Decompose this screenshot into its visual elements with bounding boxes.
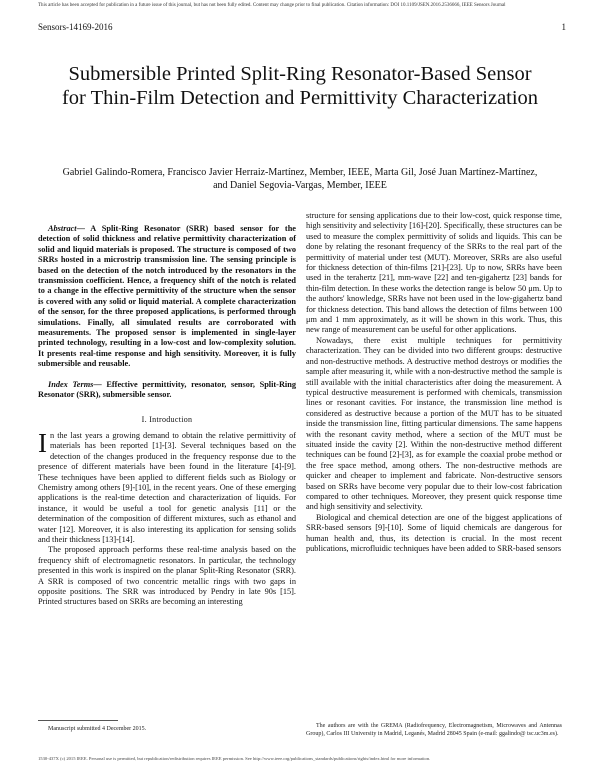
intro-paragraph-4: Nowadays, there exist multiple techniques for permittivity characterization. They can be divided into two different groups: destructive and non-destructive methods. A destructive method destroys or modifies the sample after measuring it, while with a non-destructive method the sample is still available with the initial characteristics after doing the measurement. A typical destructive measurement is performed with chemicals, transmission lines or resonant cavities. For instance, the transmission line method is considered as destructive because a portion of the MUT has to be situated inside the transmission line, fitting particular dimensions. The same happens with the resonant cavity method, where a section of the MUT must be situated inside the cavity [2]. Within the non-destructive method different techniques can be found [2]-[3], as for example the coaxial probe method or the free space method, among others. The non-destructive methods are quicker and cheaper to implement and fabricate. Non-destructive sensors based on SRRs have become very popular due to their low-cost fabrication compared to other techniques. Moreover, they present quick response time and high sensitivity and selectivity.: [306, 335, 562, 512]
intro-paragraph-3: structure for sensing applications due to their low-cost, quick response time, high sensitivity and selectivity [16]-[20]. Specifically, these structures can be used to measure the complex permittivity of solids and liquids. This can be done by relating the resonant frequency of the SRRs to the real part of the permittivity of material under test (MUT). Moreover, SRRs are also useful for thickness detection of thin-films [21]-[23]. Up to now, SRRs have been used in the terahertz [21], mm-wave [22] and ten-gigahertz [23] bands for thin-film detection. In these works the detection range is below 50 μm. Up to the authors' knowledge, SRRs have not been used in the low-gigahertz band for thickness detection. This band allows the detection of films between 100 μm and 1 mm approximately, as it will be shown in this work. Thus, this new range of measurement can be useful for other applications.: [306, 211, 562, 335]
drop-cap: I: [38, 427, 47, 458]
footnote-divider-left: [38, 720, 118, 721]
top-notice: This article has been accepted for publication in a future issue of this journal, but has not been fully edited. Content may change prior to final publication. Citation information: DOI 10.1109/JSEN.2016.2536666, IEEE Sensors Journal: [38, 3, 506, 8]
abstract-label: Abstract: [48, 224, 77, 233]
section-heading: I. Introduction: [141, 414, 193, 424]
left-column: [38, 224, 296, 608]
intro-paragraph-1-text: n the last years a growing demand to obtain the relative permittivity of materials has been reported [1]-[3]. Several techniques based on the detection of the changes produced in the frequency response due to the presence of different materials have been found in the literature [4]-[9]. These techniques have been applied to different fields such as Biology or Chemistry among others [9]-[10], in the recent years. One of these emerging applications is the real-time detection and characterization of liquids. For instance, it would be useful a tool for genetic analysis [11] or the determination of the composition of different mixtures, such as ethanol and water [12]. Moreover, it is also interesting its application for sensing solids and their thickness [13]-[14].: [38, 430, 296, 544]
copyright-notice: 1530-437X (c) 2015 IEEE. Personal use is permitted, but republication/redistribution requires IEEE permission. See http://www.ieee.org/publications_standards/publications/rights/index.html for more information.: [38, 756, 431, 761]
index-terms-label: Index Terms: [48, 379, 94, 389]
index-terms: [38, 380, 296, 401]
footnote-affiliation: The authors are with the GREMA (Radiofrequency, Electromagnetism, Microwaves and Antennas Group), Carlos III University in Madrid, Leganés, Madrid 28045 Spain (e-mail: ggalindo@ tsc.uc3m.es).: [306, 723, 562, 737]
intro-paragraph-2: The proposed approach performs these real-time analysis based on the frequency shift of electromagnetic resonators. In particular, the technology presented in this work is inspired on the planar Split-Ring Resonator (SRR). A SRR is composed of two concentric metallic rings with two gaps in opposite positions. The SRR was introduced by Pendry in late 90s [15]. Printed structures based on SRRs are becoming an interesting: [38, 545, 296, 607]
abstract: [38, 224, 296, 370]
index-terms-text: — Effective permittivity, resonator, sensor, Split-Ring Resonator (SRR), submersible sensor.: [38, 379, 296, 400]
footnote-manuscript: Manuscript submitted 4 December 2015.: [48, 726, 147, 732]
right-column: [306, 211, 562, 554]
intro-paragraph-5: Biological and chemical detection are one of the biggest applications of SRR-based sensors [9]-[10]. Some of liquid chemicals are dangerous for human health and, thus, its detection is crucial. In the most recent publications, microfluidic techniques have been added to SRR-based sensors: [306, 512, 562, 553]
abstract-text: — A Split-Ring Resonator (SRR) based sensor for the detection of solid thickness and relative permittivity characterization of solid and liquid materials is proposed. The structure is composed of two SRRs hosted in a microstrip transmission line. The sensing principle is based on the detection of the notch introduced by the resonators in the transmission coefficient. Hence, a frequency shift of the notch is related to a change in the effective permittivity of the structure when the sensor is covered with any solid or liquid material. A complete characterization of the sensor, for the three proposed applications, is performed through simulations. Finally, all simulated results are corroborated with measurements. The proposed sensor is implemented in single-layer printed technology, resulting in a low-cost and low-complexity solution. It presents real-time response and high sensitivity. Moreover, it is fully submersible and reusable.: [38, 224, 296, 369]
paper-title: Submersible Printed Split-Ring Resonator-Based Sensor for Thin-Film Detection and Permittivity Characterization: [61, 63, 539, 109]
intro-paragraph-1: [38, 427, 296, 545]
page-number: 1: [561, 22, 566, 32]
author-list: Gabriel Galindo-Romera, Francisco Javier Herraiz-Martínez, Member, IEEE, Marta Gil, José Juan Martínez-Martínez, and Daniel Segovia-Vargas, Member, IEEE: [62, 167, 538, 191]
journal-id: Sensors-14169-2016: [38, 22, 113, 32]
